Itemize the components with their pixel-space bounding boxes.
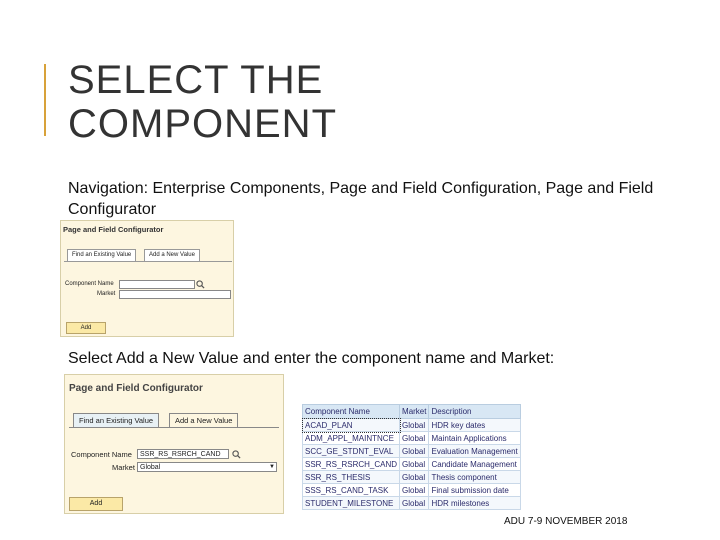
description-cell: Candidate Management — [429, 458, 520, 471]
component-name-cell[interactable]: ADM_APPL_MAINTNCE — [303, 432, 400, 445]
title-accent-bar — [44, 64, 46, 136]
slide-title-line2: COMPONENT — [68, 102, 337, 146]
instruction-text: Select Add a New Value and enter the component name and Market: — [68, 350, 555, 367]
component-name-cell[interactable]: SSR_RS_THESIS — [303, 471, 400, 484]
table-row[interactable] — [303, 432, 521, 445]
table-row[interactable] — [303, 484, 521, 497]
component-name-label: Component Name — [71, 450, 132, 459]
tab-bar — [64, 249, 232, 262]
description-cell: HDR key dates — [429, 419, 520, 432]
market-label: Market — [97, 291, 116, 297]
component-name-cell[interactable]: STUDENT_MILESTONE — [303, 497, 400, 510]
component-name-input[interactable] — [119, 280, 195, 289]
market-cell: Global — [400, 419, 429, 432]
component-lookup-table — [302, 404, 521, 510]
add-button[interactable]: Add — [66, 322, 106, 334]
table-row[interactable] — [303, 497, 521, 510]
column-header-component-name: Component Name — [303, 405, 400, 419]
slide-footer: ADU 7-9 NOVEMBER 2018 — [504, 516, 628, 527]
chevron-down-icon: ▼ — [269, 464, 275, 470]
navigation-text: Navigation: Enterprise Components, Page and Field Configuration, Page and Field Configurator — [68, 180, 654, 218]
tab-add-new-value[interactable]: Add a New Value — [169, 413, 238, 427]
description-cell: Maintain Applications — [429, 432, 520, 445]
column-header-description: Description — [429, 405, 520, 419]
component-name-cell[interactable]: SSS_RS_CAND_TASK — [303, 484, 400, 497]
add-button[interactable]: Add — [69, 497, 123, 511]
lookup-icon[interactable] — [232, 450, 241, 459]
page-title: Page and Field Configurator — [63, 225, 164, 234]
table-row[interactable] — [303, 445, 521, 458]
tab-add-new-value[interactable]: Add a New Value — [144, 249, 200, 261]
market-cell: Global — [400, 458, 429, 471]
lookup-icon[interactable] — [196, 280, 205, 289]
tab-bar — [69, 413, 279, 428]
slide-title-line1: SELECT THE — [68, 58, 324, 102]
description-cell: Evaluation Management — [429, 445, 520, 458]
table-row[interactable] — [303, 419, 521, 432]
description-cell: Thesis component — [429, 471, 520, 484]
component-name-label: Component Name — [65, 281, 114, 287]
market-cell: Global — [400, 484, 429, 497]
market-select-value: Global — [140, 464, 161, 471]
table-row[interactable] — [303, 458, 521, 471]
description-cell: Final submission date — [429, 484, 520, 497]
configurator-screenshot-small — [60, 220, 234, 337]
tab-find-existing-value[interactable]: Find an Existing Value — [73, 413, 159, 427]
tab-find-existing-value[interactable]: Find an Existing Value — [67, 249, 136, 261]
description-cell: HDR milestones — [429, 497, 520, 510]
market-cell: Global — [400, 445, 429, 458]
component-name-cell[interactable]: ACAD_PLAN — [303, 419, 400, 432]
table-row[interactable] — [303, 471, 521, 484]
market-cell: Global — [400, 471, 429, 484]
component-name-cell[interactable]: SCC_GE_STDNT_EVAL — [303, 445, 400, 458]
configurator-screenshot-large — [64, 374, 284, 514]
column-header-market: Market — [400, 405, 429, 419]
market-select[interactable] — [137, 462, 277, 472]
table-header-row — [303, 405, 521, 419]
market-select[interactable] — [119, 290, 231, 299]
component-name-input[interactable]: SSR_RS_RSRCH_CAND — [137, 449, 229, 459]
market-cell: Global — [400, 432, 429, 445]
component-name-cell[interactable]: SSR_RS_RSRCH_CAND — [303, 458, 400, 471]
market-label: Market — [112, 463, 135, 472]
slide-title — [68, 58, 337, 146]
market-cell: Global — [400, 497, 429, 510]
page-title: Page and Field Configurator — [69, 383, 203, 394]
